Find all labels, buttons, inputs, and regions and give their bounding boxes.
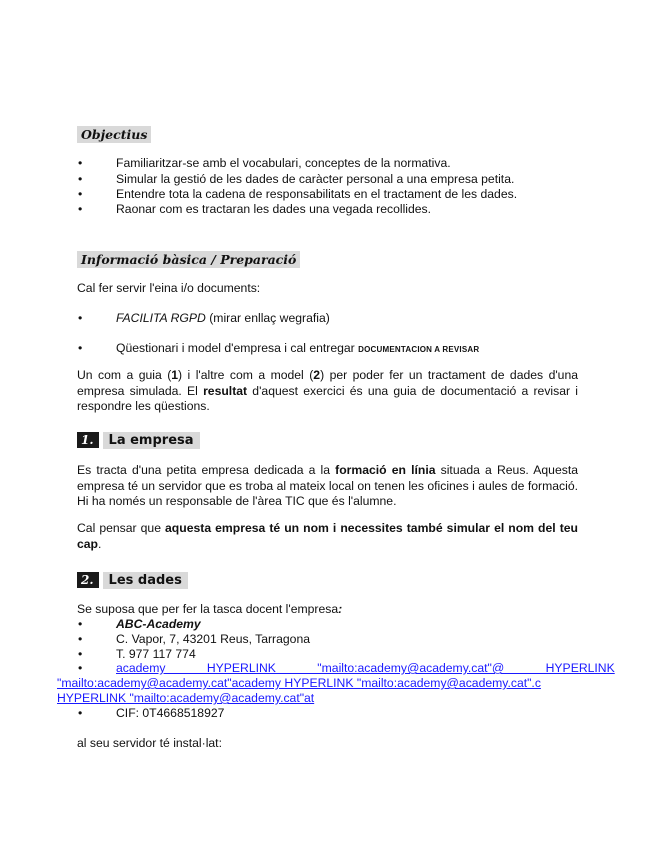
email-link-line-1[interactable]: academy HYPERLINK "mailto:academy@academy.cat"@ HYPERLINK [116, 661, 615, 675]
info-paragraph: Un com a guia (1) i l'altre com a model (2) per poder fer un tractament de dades d'una empresa simulada. El resultat d'aquest exercici és una guia de documentació a revisar i respondre les qüestions. [77, 368, 579, 413]
info-item-questionari [116, 341, 479, 355]
facilita-link-text[interactable]: FACILITA RGPD [116, 311, 206, 325]
section-title: Les dades [103, 572, 188, 589]
dades-outro: al seu servidor té instal·lat: [77, 736, 222, 750]
bullet: • [78, 202, 83, 216]
objectius-item: Raonar com es tractaran les dades una vegada recollides. [116, 202, 432, 216]
section-1-heading [77, 432, 200, 449]
info-item-facilita [116, 311, 330, 325]
empresa-paragraph-1: Es tracta d'una petita empresa dedicada a la formació en línia situada a Reus. Aquesta empresa té un servidor que es troba al mateix local on tenen les oficines i aules de formació. Hi ha només un responsable de l'àrea TIC que és l'alumne. [77, 463, 578, 508]
objectius-item: Simular la gestió de les dades de caràcter personal a una empresa petita. [116, 172, 515, 186]
bullet: • [78, 341, 83, 355]
bullet: • [78, 661, 83, 675]
company-phone: T. 977 117 774 [116, 647, 196, 661]
bullet: • [78, 617, 83, 631]
objectius-item: Familiaritzar-se amb el vocabulari, conceptes de la normativa. [116, 156, 451, 170]
email-link-line-3[interactable]: HYPERLINK "mailto:academy@academy.cat"at [57, 691, 315, 705]
bullet: • [78, 706, 83, 720]
section-number: 2. [77, 572, 99, 588]
bullet: • [78, 632, 83, 646]
section-title: La empresa [103, 432, 200, 449]
objectius-heading: Objectius [77, 126, 151, 143]
section-2-heading [77, 572, 188, 589]
company-address: C. Vapor, 7, 43201 Reus, Tarragona [116, 632, 310, 646]
documentacion-label: DOCUMENTACION A REVISAR [358, 345, 480, 354]
bullet: • [78, 172, 83, 186]
bullet: • [78, 187, 83, 201]
company-name: ABC-Academy [116, 617, 201, 631]
company-cif: CIF: 0T4668518927 [116, 706, 225, 720]
bullet: • [78, 647, 83, 661]
objectius-item: Entendre tota la cadena de responsabilitats en el tractament de les dades. [116, 187, 518, 201]
info-intro: Cal fer servir l'eina i/o documents: [77, 281, 261, 295]
info-heading: Informació bàsica / Preparació [77, 251, 300, 268]
bullet: • [78, 311, 83, 325]
facilita-note: (mirar enllaç wegrafia) [205, 311, 330, 325]
section-number: 1. [77, 432, 99, 448]
empresa-paragraph-2: Cal pensar que aquesta empresa té un nom i necessites també simular el nom del teu cap. [77, 521, 578, 551]
bullet: • [78, 156, 83, 170]
questionari-text: Qüestionari i model d'empresa i cal entregar [116, 341, 359, 355]
email-link-line-2[interactable]: "mailto:academy@academy.cat"academy HYPERLINK "mailto:academy@academy.cat".c [57, 676, 541, 690]
dades-intro: Se suposa que per fer la tasca docent l'empresa: [77, 602, 343, 616]
